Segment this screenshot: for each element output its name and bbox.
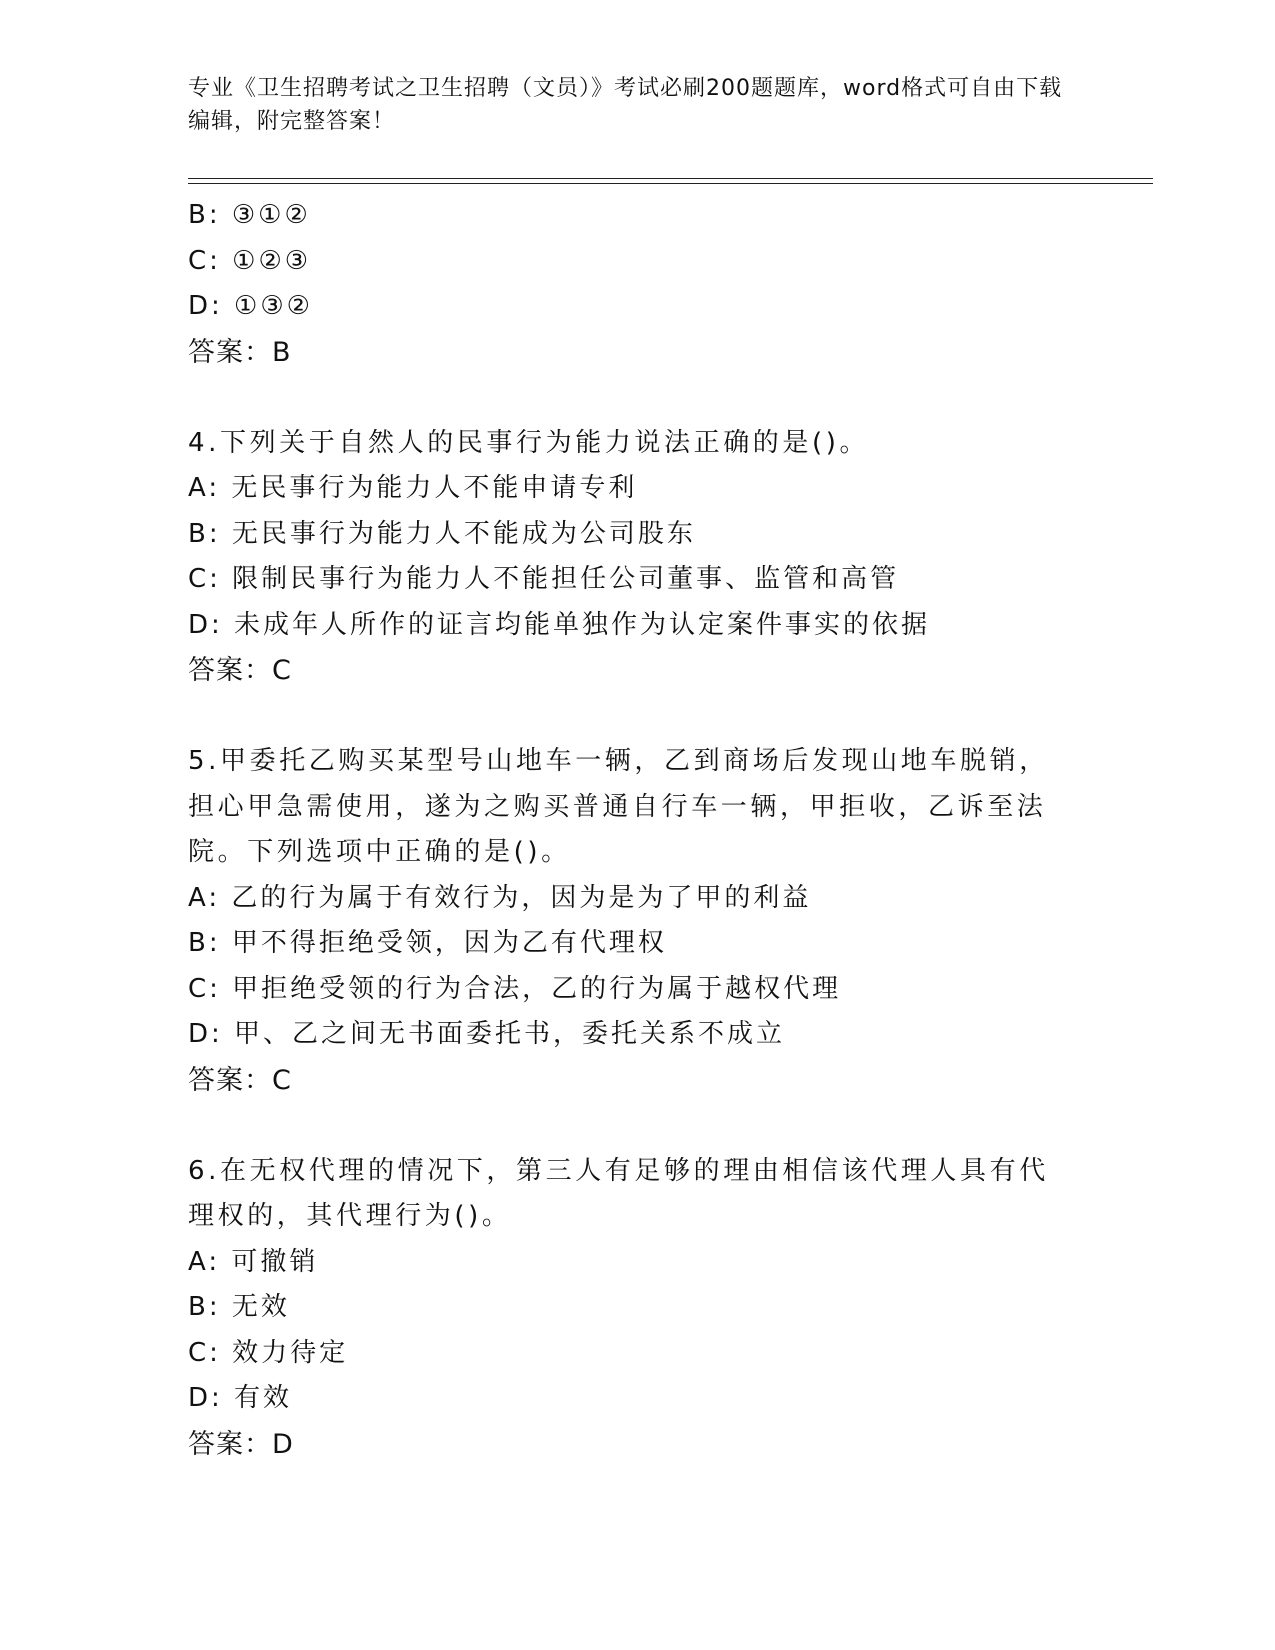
option-a: A: 乙的行为属于有效行为，因为是为了甲的利益 bbox=[188, 882, 812, 913]
option-b: B: 甲不得拒绝受领，因为乙有代理权 bbox=[188, 928, 667, 958]
question-block-3 bbox=[188, 193, 1068, 375]
answer-line: 答案：B bbox=[188, 336, 292, 368]
option-b: B: 无民事行为能力人不能成为公司股东 bbox=[188, 518, 696, 549]
question-stem: 6.在无权代理的情况下，第三人有足够的理由相信该代理人具有代理权的，其代理行为()。 bbox=[188, 1155, 1049, 1231]
header-divider-bottom bbox=[188, 183, 1153, 184]
option-d: D: ①③② bbox=[188, 291, 313, 321]
spacer bbox=[188, 694, 1068, 740]
spacer bbox=[188, 375, 1068, 421]
answer-line: 答案：C bbox=[188, 1064, 292, 1096]
option-b: B: ③①② bbox=[188, 200, 311, 230]
option-c: C: 效力待定 bbox=[188, 1337, 349, 1368]
option-d: D: 有效 bbox=[188, 1383, 293, 1413]
question-block-5 bbox=[188, 739, 1068, 1103]
option-b: B: 无效 bbox=[188, 1292, 290, 1322]
question-list bbox=[188, 193, 1068, 1467]
question-stem: 5.甲委托乙购买某型号山地车一辆，乙到商场后发现山地车脱销，担心甲急需使用，遂为之购买普通自行车一辆，甲拒收，乙诉至法院。下列选项中正确的是()。 bbox=[188, 746, 1049, 867]
answer-line: 答案：C bbox=[188, 655, 292, 686]
question-block-4 bbox=[188, 421, 1068, 694]
option-d: D: 未成年人所作的证言均能单独作为认定案件事实的依据 bbox=[188, 609, 931, 640]
document-header bbox=[188, 72, 1068, 138]
option-a: A: 可撤销 bbox=[188, 1246, 319, 1277]
question-stem: 4.下列关于自然人的民事行为能力说法正确的是()。 bbox=[188, 427, 870, 458]
header-title: 专业《卫生招聘考试之卫生招聘（文员）》考试必刷200题题库，word格式可自由下载编辑，附完整答案！ bbox=[188, 76, 1063, 134]
option-c: C: ①②③ bbox=[188, 245, 312, 276]
spacer bbox=[188, 1103, 1068, 1149]
option-a: A: 无民事行为能力人不能申请专利 bbox=[188, 473, 638, 503]
option-c: C: 甲拒绝受领的行为合法，乙的行为属于越权代理 bbox=[188, 973, 842, 1004]
answer-line: 答案：D bbox=[188, 1428, 294, 1460]
option-d: D: 甲、乙之间无书面委托书，委托关系不成立 bbox=[188, 1019, 786, 1049]
question-block-6 bbox=[188, 1149, 1068, 1468]
option-c: C: 限制民事行为能力人不能担任公司董事、监管和高管 bbox=[188, 564, 900, 594]
header-divider-top bbox=[188, 178, 1153, 179]
